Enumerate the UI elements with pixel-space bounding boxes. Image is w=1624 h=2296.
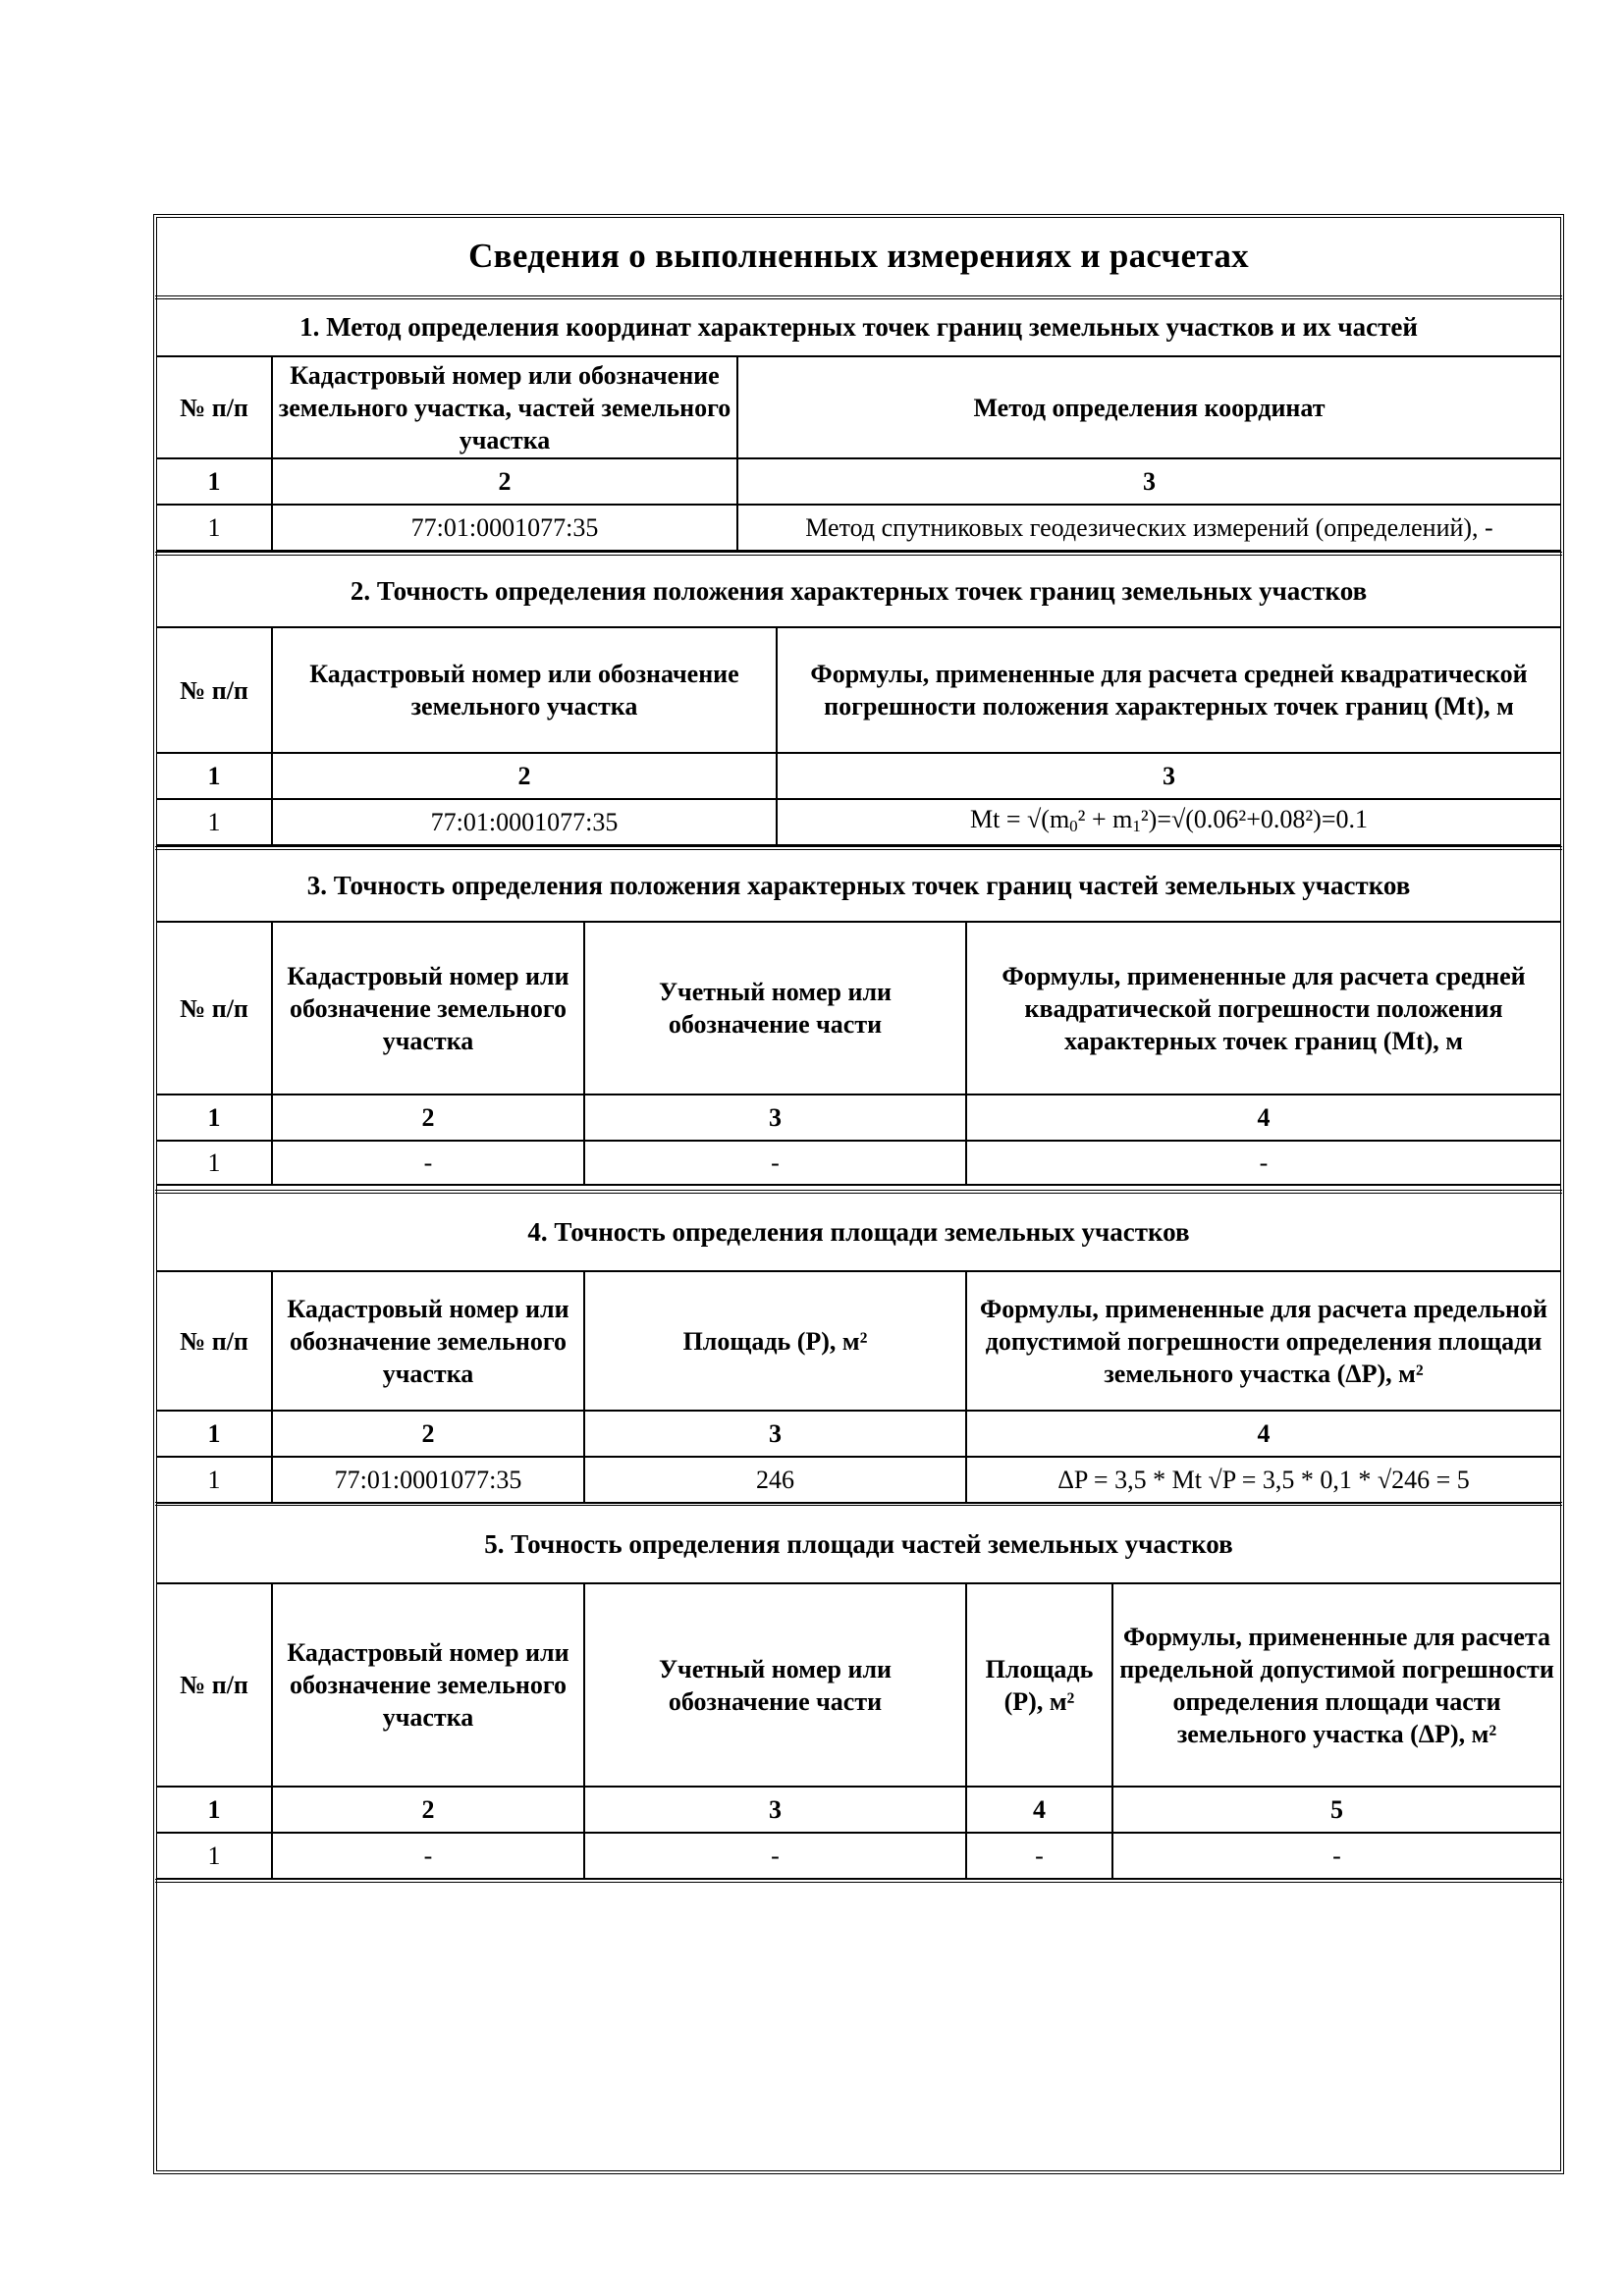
- section-divider: [155, 1879, 1562, 1883]
- column-number: 3: [584, 1787, 966, 1833]
- section-2-table: [157, 626, 1560, 846]
- row-number: 1: [157, 1833, 272, 1879]
- cadastral-number: 77:01:0001077:35: [272, 799, 777, 845]
- column-header: Формулы, примененные для расчета средней квадратической погрешности положения характерных точек границ (Mt), м: [966, 922, 1560, 1095]
- section-2-heading: 2. Точность определения положения характерных точек границ земельных участков: [350, 575, 1368, 606]
- area-value: 246: [584, 1457, 966, 1503]
- column-number: 4: [966, 1095, 1560, 1141]
- column-header: № п/п: [157, 1583, 272, 1787]
- section-4-heading: 4. Точность определения площади земельных участков: [527, 1216, 1190, 1247]
- column-number: 3: [737, 458, 1560, 505]
- row-number: 1: [157, 799, 272, 845]
- column-header: Формулы, примененные для расчета средней квадратической погрешности положения характерных точек границ (Mt), м: [777, 627, 1560, 753]
- column-header: Кадастровый номер или обозначение земельного участка: [272, 627, 777, 753]
- table-row: [157, 1833, 1560, 1879]
- column-number: 1: [157, 753, 272, 799]
- column-header: Формулы, примененные для расчета предельной допустимой погрешности определения площади части земельного участка (ΔP), м²: [1112, 1583, 1560, 1787]
- column-number: 4: [966, 1411, 1560, 1457]
- column-header: № п/п: [157, 356, 272, 458]
- column-number: 1: [157, 1787, 272, 1833]
- coordinate-method: Метод спутниковых геодезических измерений (определений), -: [737, 505, 1560, 551]
- column-header: Кадастровый номер или обозначение земельного участка: [272, 922, 584, 1095]
- column-number: 1: [157, 1411, 272, 1457]
- column-header: Кадастровый номер или обозначение земельного участка, частей земельного участка: [272, 356, 737, 458]
- column-number: 3: [584, 1411, 966, 1457]
- column-header: Кадастровый номер или обозначение земельного участка: [272, 1271, 584, 1411]
- column-header: Метод определения координат: [737, 356, 1560, 458]
- column-header: Площадь (P), м²: [966, 1583, 1112, 1787]
- column-header: Учетный номер или обозначение части: [584, 922, 966, 1095]
- column-number: 1: [157, 458, 272, 505]
- part-number: -: [584, 1141, 966, 1185]
- section-3-heading: 3. Точность определения положения характерных точек границ частей земельных участков: [306, 870, 1411, 900]
- column-number: 2: [272, 458, 737, 505]
- section-4-table: [157, 1270, 1560, 1504]
- column-header: № п/п: [157, 1271, 272, 1411]
- area-error-formula: -: [1112, 1833, 1560, 1879]
- section-5-heading: 5. Точность определения площади частей земельных участков: [484, 1528, 1233, 1559]
- table-row: [157, 1141, 1560, 1185]
- column-number: 2: [272, 753, 777, 799]
- row-number: 1: [157, 505, 272, 551]
- column-header: Кадастровый номер или обозначение земельного участка: [272, 1583, 584, 1787]
- area-error-formula: ΔP = 3,5 * Mt √P = 3,5 * 0,1 * √246 = 5: [966, 1457, 1560, 1503]
- table-row: [157, 505, 1560, 551]
- column-number: 3: [584, 1095, 966, 1141]
- section-3-table: [157, 921, 1560, 1186]
- column-header: № п/п: [157, 627, 272, 753]
- column-number: 2: [272, 1787, 584, 1833]
- column-number: 1: [157, 1095, 272, 1141]
- section-1-heading: 1. Метод определения координат характерных точек границ земельных участков и их частей: [299, 312, 1418, 342]
- column-header: Площадь (P), м²: [584, 1271, 966, 1411]
- part-number: -: [584, 1833, 966, 1879]
- row-number: 1: [157, 1457, 272, 1503]
- column-number: 4: [966, 1787, 1112, 1833]
- table-row: [157, 799, 1560, 845]
- cadastral-number: 77:01:0001077:35: [272, 1457, 584, 1503]
- column-header: № п/п: [157, 922, 272, 1095]
- column-header: Учетный номер или обозначение части: [584, 1583, 966, 1787]
- mt-formula: $Mt = √(m_0^2 + m_1^2)=√(0.06^2+0.08^2)=0.1$: [777, 799, 1560, 845]
- mt-formula: -: [966, 1141, 1560, 1185]
- cadastral-number: -: [272, 1833, 584, 1879]
- column-number: 5: [1112, 1787, 1560, 1833]
- cadastral-number: -: [272, 1141, 584, 1185]
- column-number: 2: [272, 1411, 584, 1457]
- column-number: 3: [777, 753, 1560, 799]
- area-value: -: [966, 1833, 1112, 1879]
- section-5-table: [157, 1582, 1560, 1880]
- table-row: [157, 1457, 1560, 1503]
- row-number: 1: [157, 1141, 272, 1185]
- column-header: Формулы, примененные для расчета предельной допустимой погрешности определения площади земельного участка (ΔP), м²: [966, 1271, 1560, 1411]
- page-title: Сведения о выполненных измерениях и расчетах: [468, 236, 1249, 275]
- column-number: 2: [272, 1095, 584, 1141]
- section-1-table: [157, 355, 1560, 552]
- cadastral-number: 77:01:0001077:35: [272, 505, 737, 551]
